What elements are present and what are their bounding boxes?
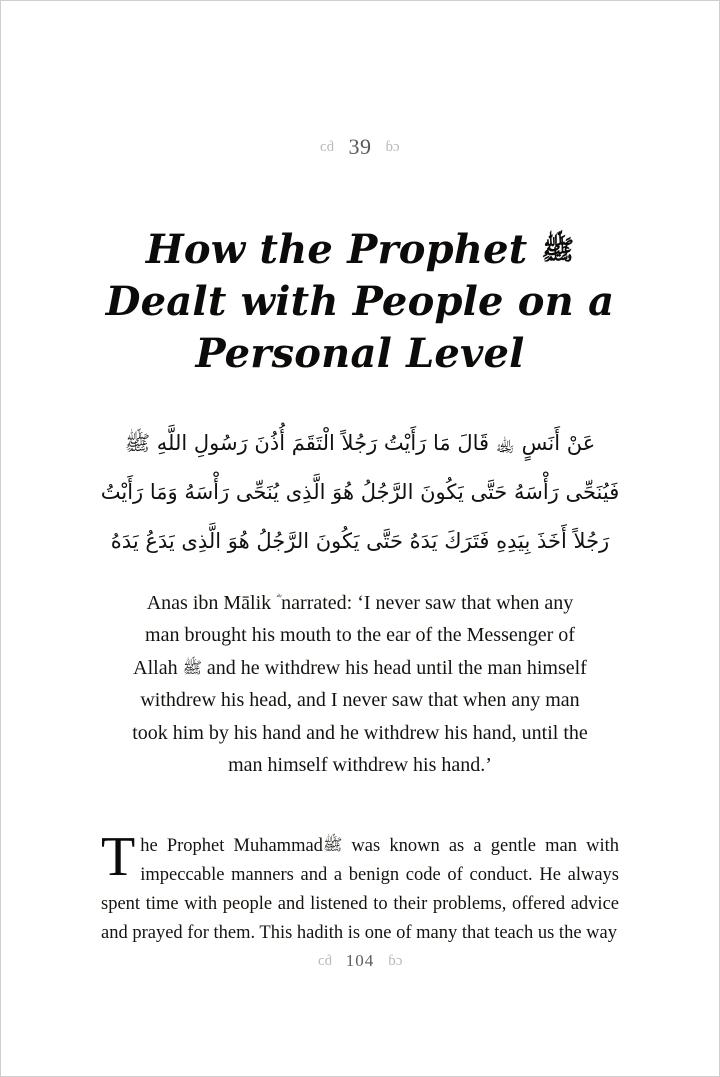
sallallahu-alayhi-wasallam-icon: ﷺ [322,836,343,854]
chapter-title-text-1: How the Prophet [145,225,528,273]
body-text-before-honorific: he Prophet Muhammad [140,835,323,856]
page-content [101,1,619,1076]
chapter-number: 39 [348,134,372,159]
flourish-ornament-icon: ɓɔ [317,952,332,969]
translation-line-4: withdrew his head, and I never saw that when any man [140,689,580,712]
flourish-ornament-icon: ɓɔ [385,138,400,155]
translation-line-2: man brought his mouth to the ear of the Messenger of [145,624,575,647]
chapter-title-line-1 [91,224,629,276]
body-text-after-honorific: was known as a gentle man with impeccable manners and a benign code of conduct. He always spent time with people and listened to their problems, offered advice and prayed for them. This hadith is one of many that teach us the way [101,835,620,944]
sallallahu-alayhi-wasallam-icon: ﷺ [541,234,575,266]
arabic-line-3: رَجُلاً أَخَذَ بِيَدِهِ فَتَرَكَ يَدَهُ حَتَّى يَكُونَ الرَّجُلُ هُوَ الَّذِى يَدَعُ يَدَهُ [110,528,610,553]
chapter-title-line-2: Dealt with People on a [105,277,615,325]
narrator-name: Anas ibn Mālik [146,592,272,614]
flourish-ornament-icon: ɓɔ [320,138,335,155]
arabic-hadith-text [97,419,623,566]
chapter-title [91,224,629,380]
translation-text-3a: Allah [133,656,178,679]
chapter-title-line-3: Personal Level [195,329,525,377]
arabic-line-1: عَنْ أَنَسٍ ﵀ قَالَ مَا رَأَيْتُ رَجُلاً الْتَقَمَ أُذُنَ رَسُولِ اللَّهِ ﷺ [124,431,596,455]
translation-line-3 [113,652,607,684]
page-number: 104 [345,951,375,970]
chapter-header [101,134,619,160]
translation-line-5: took him by his hand and he withdrew his hand, until the [132,721,588,744]
arabic-line-2: فَيُنَحِّى رَأْسَهُ حَتَّى يَكُونَ الرَّجُلُ هُوَ الَّذِى يُنَحِّى رَأْسَهُ وَمَا رَأَيْتُ [100,479,620,504]
sallallahu-alayhi-wasallam-icon: ﷺ [182,659,202,677]
translation-line-6: man himself withdrew his hand.’ [228,753,492,776]
flourish-ornament-icon: ɓɔ [388,952,403,969]
translation-text-3b: and he withdrew his head until the man himself [206,656,587,679]
page-footer [101,951,619,971]
body-paragraph [101,825,620,949]
translation-line-1 [113,587,607,619]
hadith-translation [113,587,607,781]
drop-cap: T [101,825,136,888]
translation-text-1: narrated: ‘I never saw that when any [281,592,574,614]
